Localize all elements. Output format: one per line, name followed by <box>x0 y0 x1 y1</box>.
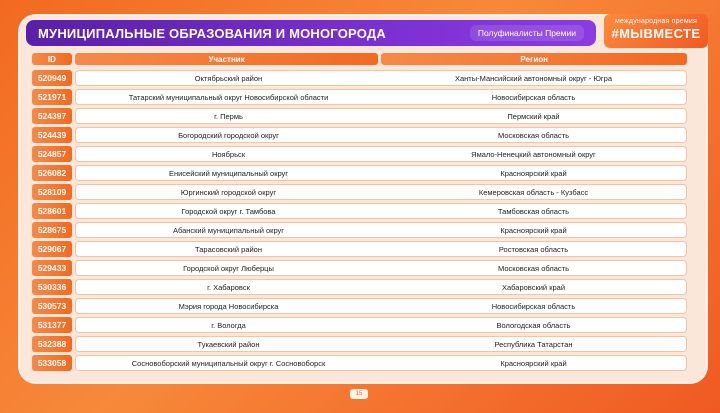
row-participant: г. Хабаровск <box>207 282 250 292</box>
row-region: Ямало-Ненецкий автономный округ <box>471 149 596 159</box>
row-body <box>75 165 687 181</box>
table-row <box>32 241 687 257</box>
row-id: 524439 <box>32 127 72 143</box>
brand-caption: международная премия <box>615 18 697 25</box>
row-region: Пермский край <box>507 111 560 121</box>
table-row <box>32 260 687 276</box>
row-id: 533058 <box>32 355 72 371</box>
row-region: Хабаровский край <box>501 282 566 292</box>
table-row <box>32 184 687 200</box>
row-region: Ростовская область <box>498 244 569 254</box>
table-row <box>32 298 687 314</box>
row-id: 528109 <box>32 184 72 200</box>
row-participant: г. Вологда <box>211 320 246 330</box>
row-body <box>75 127 687 143</box>
row-region: Красноярский край <box>500 358 567 368</box>
row-region: Тамбовская область <box>497 206 570 216</box>
table-row <box>32 165 687 181</box>
row-region: Вологодская область <box>496 320 571 330</box>
row-body <box>75 241 687 257</box>
table-row <box>32 70 687 86</box>
page-number: 15 <box>350 389 368 399</box>
row-participant: Сосновоборский муниципальный округ г. Сосновоборск <box>131 358 326 368</box>
row-body <box>75 355 687 371</box>
row-id: 520949 <box>32 70 72 86</box>
row-id: 528601 <box>32 203 72 219</box>
row-region: Республика Татарстан <box>494 339 573 349</box>
row-body <box>75 298 687 314</box>
row-body <box>75 279 687 295</box>
row-id: 529067 <box>32 241 72 257</box>
table-row <box>32 279 687 295</box>
table-row <box>32 222 687 238</box>
brand-hashtag: #МЫВМЕСТЕ <box>611 26 701 41</box>
row-region: Красноярский край <box>500 225 567 235</box>
row-region: Московская область <box>498 263 569 273</box>
row-participant: Тарасовский район <box>194 244 262 254</box>
page-title: МУНИЦИПАЛЬНЫЕ ОБРАЗОВАНИЯ И МОНОГОРОДА <box>38 25 386 41</box>
table-body <box>32 70 687 374</box>
row-participant: Абанский муниципальный округ <box>172 225 285 235</box>
column-header-region: Регион <box>381 53 687 65</box>
row-participant: Татарский муниципальный округ Новосибирской области <box>128 92 329 102</box>
row-id: 524857 <box>32 146 72 162</box>
table-row <box>32 317 687 333</box>
table-row <box>32 127 687 143</box>
row-id: 532388 <box>32 336 72 352</box>
row-body <box>75 260 687 276</box>
row-body <box>75 70 687 86</box>
page-subtitle: Полуфиналисты Премии <box>470 25 584 41</box>
row-id: 528675 <box>32 222 72 238</box>
column-header-participant: Участник <box>75 53 379 65</box>
row-body <box>75 89 687 105</box>
row-id: 530573 <box>32 298 72 314</box>
row-id: 524397 <box>32 108 72 124</box>
brand-logo <box>604 14 708 48</box>
row-participant: Богородский городской округ <box>178 130 279 140</box>
row-participant: Городской округ г. Тамбова <box>181 206 276 216</box>
row-body <box>75 146 687 162</box>
table-row <box>32 89 687 105</box>
table-row <box>32 108 687 124</box>
row-participant: г. Пермь <box>214 111 243 121</box>
row-id: 530336 <box>32 279 72 295</box>
row-region: Ханты-Мансийский автономный округ - Югра <box>454 73 613 83</box>
row-participant: Городской округ Люберцы <box>183 263 274 273</box>
row-body <box>75 222 687 238</box>
table-row <box>32 355 687 371</box>
row-body <box>75 317 687 333</box>
row-region: Новосибирская область <box>491 92 576 102</box>
row-participant: Ноябрьск <box>211 149 246 159</box>
row-participant: Тукаевский район <box>197 339 260 349</box>
row-id: 529433 <box>32 260 72 276</box>
row-region: Кемеровская область - Кузбасс <box>478 187 589 197</box>
row-region: Новосибирская область <box>491 301 576 311</box>
row-participant: Мэрия города Новосибирска <box>178 301 279 311</box>
row-body <box>75 203 687 219</box>
table-row <box>32 203 687 219</box>
row-id: 521971 <box>32 89 72 105</box>
header-bar <box>26 20 596 46</box>
row-body <box>75 108 687 124</box>
row-id: 526082 <box>32 165 72 181</box>
table-header <box>32 53 687 65</box>
row-participant: Юргинский городской округ <box>180 187 277 197</box>
row-body <box>75 336 687 352</box>
row-id: 531377 <box>32 317 72 333</box>
table-row <box>32 146 687 162</box>
row-region: Московская область <box>498 130 569 140</box>
row-body <box>75 184 687 200</box>
row-participant: Енисейский муниципальный округ <box>168 168 289 178</box>
row-region: Красноярский край <box>500 168 567 178</box>
table-row <box>32 336 687 352</box>
row-participant: Октябрьский район <box>194 73 263 83</box>
column-header-id: ID <box>32 53 72 65</box>
